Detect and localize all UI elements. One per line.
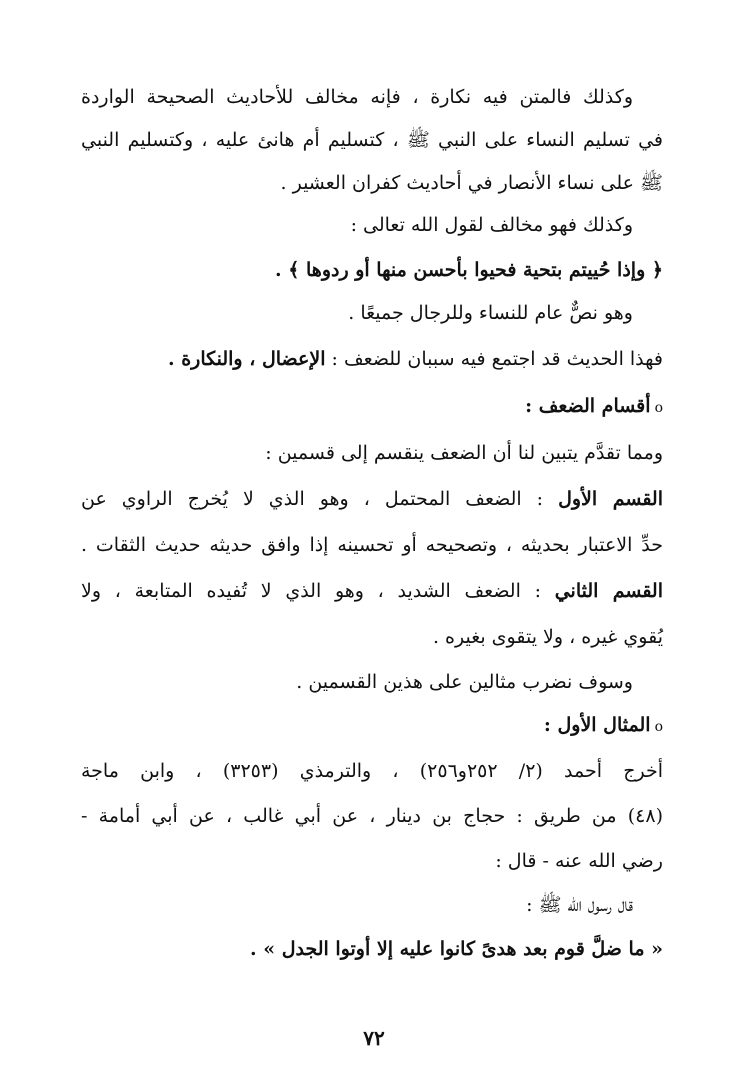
text-line-10-rest: : الضعف المحتمل ، وهو الذي لا يُخرج الراوي عن xyxy=(81,488,559,510)
second-type-label: القسم الثاني xyxy=(554,580,663,602)
text-line-11: حدِّ الاعتبار بحديثه ، وتصحيحه أو تحسينه إذا وافق حديثه حديث الثقات . xyxy=(81,534,663,556)
page-number: ٧٢ xyxy=(363,1026,385,1050)
text-line-9: ومما تقدَّم يتبين لنا أن الضعف ينقسم إلى قسمين : xyxy=(265,442,663,464)
hadith-text xyxy=(81,936,663,962)
text-line-18: رضي الله عنه - قال : xyxy=(495,850,663,872)
text-line-12 xyxy=(81,578,663,604)
text-line-12-rest: : الضعف الشديد ، وهو الذي لا تُفيده المتابعة ، ولا xyxy=(81,580,555,602)
circle-bullet-icon: o xyxy=(654,719,663,735)
text-line-6: وهو نصٌّ عام للنساء وللرجال جميعًا . xyxy=(348,302,633,324)
text-line-14: وسوف نضرب مثالين على هذين القسمين . xyxy=(296,671,633,693)
text-line-7-start: فهذا الحديث قد اجتمع فيه سببان للضعف : xyxy=(325,348,663,370)
section-heading xyxy=(81,393,663,421)
example-heading xyxy=(81,712,663,740)
text-line-17: (٤٨) من طريق : حجاج بن دينار ، عن أبي غالب ، عن أبي أمامة - xyxy=(81,805,663,827)
text-line-19: قال رسول الله ﷺ : xyxy=(526,894,633,916)
text-line-2: في تسليم النساء على النبي ﷺ ، كتسليم أم هانئ عليه ، وكتسليم النبي xyxy=(81,129,663,151)
quran-verse xyxy=(81,257,663,283)
text-line-7 xyxy=(81,346,663,372)
text-line-3: ﷺ على نساء الأنصار في أحاديث كفران العشير . xyxy=(280,172,663,194)
example-heading-text: المثال الأول : xyxy=(543,714,651,736)
quran-verse-text: ﴿ وإذا حُييتم بتحية فحيوا بأحسن منها أو ردوها ﴾ . xyxy=(275,259,663,281)
section-heading-text: أقسام الضعف : xyxy=(525,395,651,417)
text-line-1: وكذلك فالمتن فيه نكارة ، فإنه مخالف للأحاديث الصحيحة الواردة xyxy=(81,86,633,108)
text-line-13: يُقوي غيره ، ولا يتقوى بغيره . xyxy=(432,626,663,648)
text-line-16: أخرج أحمد (٢/ ٢٥٢و٢٥٦) ، والترمذي (٣٢٥٣) ، وابن ماجة xyxy=(81,760,663,782)
text-line-7-bold: الإعضال ، والنكارة . xyxy=(167,348,326,370)
circle-bullet-icon: o xyxy=(654,400,663,416)
hadith-text-bold: « ما ضلَّ قوم بعد هدىً كانوا عليه إلا أوتوا الجدل » . xyxy=(249,938,663,960)
text-line-4: وكذلك فهو مخالف لقول الله تعالى : xyxy=(350,214,633,236)
first-type-label: القسم الأول xyxy=(558,488,664,510)
text-line-10 xyxy=(81,486,663,512)
